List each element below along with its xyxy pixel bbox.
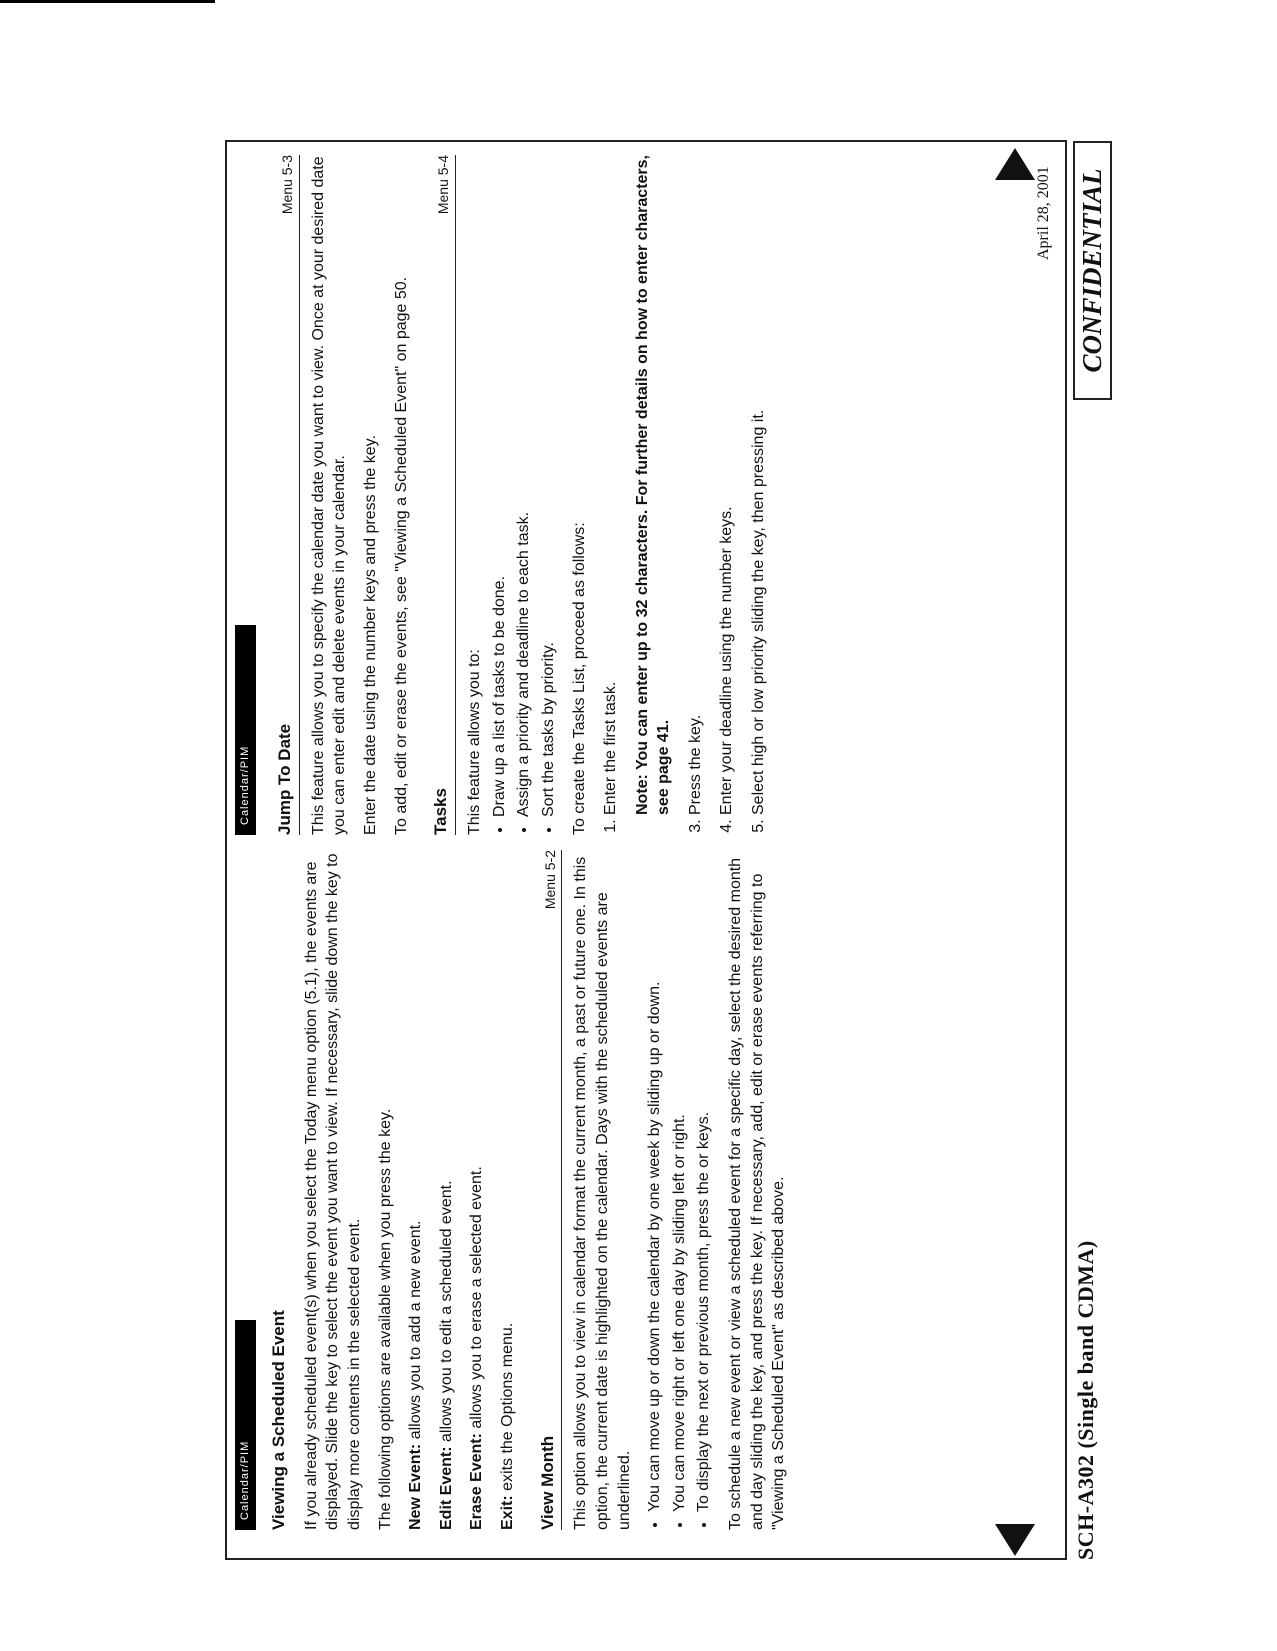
view-month-header xyxy=(537,850,563,1530)
next-page-arrow-icon xyxy=(995,148,1035,180)
option-exit: Exit: exits the Options menu. xyxy=(498,1322,516,1530)
step-item: 3. Press the key. xyxy=(685,155,707,815)
frame-line xyxy=(225,1558,1065,1560)
frame-line xyxy=(225,140,227,1560)
list-item: • Draw up a list of tasks to be done. xyxy=(489,155,511,817)
list-item: • To display the next or previous month, press the or keys. xyxy=(693,850,715,1512)
option-edit-event: Edit Event: allows you to edit a scheduled event. xyxy=(437,1180,455,1530)
right-page xyxy=(233,155,1013,835)
section-tab: Calendar/PIM xyxy=(235,1320,256,1530)
frame-line xyxy=(1065,140,1067,1560)
corner-rule xyxy=(0,0,215,3)
viewing-para: If you already scheduled event(s) when you select the Today menu option (5.1), the events are displayed. Slide the key to select the event you want to view. If necessary, slide down the key to display more contents in the selected event. xyxy=(302,853,363,1530)
list-item: • Sort the tasks by priority. xyxy=(538,155,560,817)
tasks-menu: Menu 5-4 xyxy=(435,155,452,215)
previous-page-arrow-icon xyxy=(995,1524,1035,1556)
step-item: 4. Enter your deadline using the number keys. xyxy=(716,155,738,815)
tasks-list xyxy=(489,155,560,835)
rotated-page-spread xyxy=(225,140,1105,1560)
list-item: • You can move up or down the calendar by one week by sliding up or down. xyxy=(644,850,666,1512)
list-item: • Assign a priority and deadline to each task. xyxy=(513,155,535,817)
jump-title: Jump To Date xyxy=(274,723,294,835)
view-month-list xyxy=(644,850,715,1530)
jump-para-3: To add, edit or erase the events, see "Viewing a Scheduled Event" on page 50. xyxy=(392,276,410,835)
step-item: 5. Select high or low priority sliding the key, then pressing it. xyxy=(748,155,770,815)
viewing-title: Viewing a Scheduled Event xyxy=(268,1310,288,1530)
jump-menu: Menu 5-3 xyxy=(278,155,295,215)
note: Note: You can enter up to 32 characters. For further details on how to enter characters, see page 41. xyxy=(633,154,673,815)
tasks-lead: To create the Tasks List, proceed as follows: xyxy=(571,522,589,835)
option-new-event: New Event: allows you to add a new event. xyxy=(407,1220,425,1530)
jump-header xyxy=(274,155,300,835)
view-month-title: View Month xyxy=(537,1435,557,1530)
view-month-menu: Menu 5-2 xyxy=(541,850,558,910)
jump-para-2: Enter the date using the number keys and press the key. xyxy=(361,435,379,835)
model-footer: SCH-A302 (Single band CDMA) xyxy=(1073,1240,1098,1560)
view-month-para: This option allows you to view in calendar format the current month, a past or future one. In this option, the current date is highlighted on the calendar. Days with the scheduled events are underlined. xyxy=(572,856,633,1530)
tasks-title: Tasks xyxy=(431,788,451,835)
options-intro: The following options are available when you press the key. xyxy=(376,1108,394,1530)
confidential-stamp: CONFIDENTIAL xyxy=(1073,141,1112,400)
option-erase-event: Erase Event: allows you to erase a selected event. xyxy=(468,1166,486,1530)
section-tab: Calendar/PIM xyxy=(235,625,256,835)
left-page xyxy=(233,850,1013,1530)
step-item: 1. Enter the first task. xyxy=(600,155,622,815)
tasks-steps xyxy=(600,155,770,835)
jump-para: This feature allows you to specify the calendar date you want to view. Once at your desired date you can enter edit and delete events in your calendar. xyxy=(309,156,349,835)
view-month-para-2: To schedule a new event or view a scheduled event for a specific day, select the desired month and day sliding the key, and press the key. If necessary, add, edit or erase events referring to "Viewing a Scheduled Event" as described above. xyxy=(727,857,788,1530)
tasks-intro: This feature allows you to: xyxy=(466,649,484,835)
tasks-header xyxy=(430,155,456,835)
frame-line xyxy=(225,140,1065,142)
date-footer: April 28, 2001 xyxy=(1035,166,1052,260)
list-item: • You can move right or left one day by sliding left or right. xyxy=(669,850,691,1512)
